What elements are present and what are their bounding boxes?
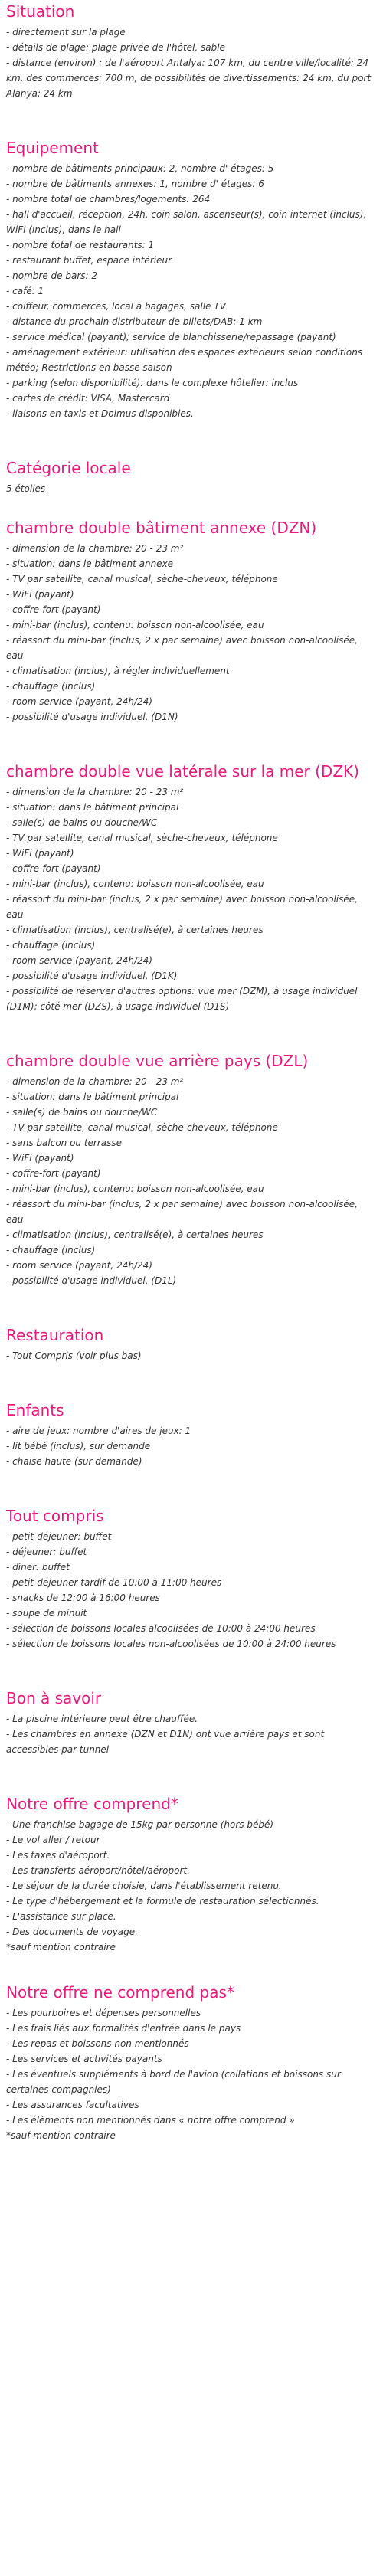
- list-item: - coffre-fort (payant): [6, 863, 101, 874]
- list-item: - sans balcon ou terrasse: [6, 1137, 123, 1148]
- list-item: - mini-bar (inclus), contenu: boisson non-alcoolisée, eau: [6, 620, 264, 630]
- list-item: - directement sur la plage: [6, 27, 126, 38]
- list-item: - café: 1: [6, 286, 44, 296]
- list-item: - TV par satellite, canal musical, sèche-cheveux, téléphone: [6, 833, 278, 843]
- section-title: Restauration: [6, 1326, 104, 1344]
- list-item: - salle(s) de bains ou douche/WC: [6, 817, 158, 828]
- list-item: - situation: dans le bâtiment principal: [6, 1092, 179, 1102]
- section-lines: [6, 784, 377, 1014]
- section-chambre-dzk: [6, 761, 377, 1014]
- list-item: - coffre-fort (payant): [6, 604, 101, 615]
- section-title: Bon à savoir: [6, 1689, 102, 1707]
- section-situation: [6, 2, 377, 101]
- list-item: - climatisation (inclus), centralisé(e), à certaines heures: [6, 1229, 264, 1240]
- list-item: - réassort du mini-bar (inclus, 2 x par semaine) avec boisson non-alcoolisée, eau: [6, 635, 358, 661]
- list-item: - coffre-fort (payant): [6, 1168, 101, 1179]
- list-item: - petit-déjeuner tardif de 10:00 à 11:00 heures: [6, 1577, 222, 1588]
- section-title: chambre double vue arrière pays (DZL): [6, 1052, 309, 1070]
- list-item: - soupe de minuit: [6, 1608, 87, 1619]
- list-item: - TV par satellite, canal musical, sèche-cheveux, téléphone: [6, 574, 278, 584]
- list-item: - snacks de 12:00 à 16:00 heures: [6, 1592, 160, 1603]
- list-item: - WiFi (payant): [6, 1153, 74, 1164]
- section-offre-ne-comprend-pas: [6, 1982, 377, 2143]
- list-item: - Tout Compris (voir plus bas): [6, 1350, 142, 1361]
- list-item: - service médical (payant); service de blanchisserie/repassage (payant): [6, 332, 336, 342]
- list-item: - déjeuner: buffet: [6, 1547, 87, 1557]
- list-item: - situation: dans le bâtiment annexe: [6, 558, 174, 569]
- list-item: - Les frais liés aux formalités d'entrée dans le pays: [6, 2023, 241, 2034]
- section-lines: [6, 541, 377, 725]
- list-item: - room service (payant, 24h/24): [6, 955, 152, 966]
- list-item: - aménagement extérieur: utilisation des espaces extérieurs selon conditions météo; Restrictions en basse saison: [6, 347, 363, 373]
- list-item: - Les services et activités payants: [6, 2054, 162, 2064]
- list-item: - nombre total de restaurants: 1: [6, 240, 155, 250]
- list-item: - room service (payant, 24h/24): [6, 1260, 152, 1271]
- section-title: chambre double vue latérale sur la mer (DZK): [6, 762, 359, 781]
- section-lines: [6, 1711, 377, 1757]
- list-item: - Les assurances facultatives: [6, 2100, 139, 2110]
- list-item: - dimension de la chambre: 20 - 23 m²: [6, 543, 184, 554]
- section-lines: [6, 25, 377, 101]
- section-title: Tout compris: [6, 1507, 104, 1525]
- list-item: - salle(s) de bains ou douche/WC: [6, 1107, 158, 1118]
- list-item: - La piscine intérieure peut être chauffée.: [6, 1714, 198, 1724]
- section-title: Catégorie locale: [6, 459, 131, 477]
- list-item: - dîner: buffet: [6, 1562, 70, 1573]
- section-lines: [6, 1348, 377, 1363]
- list-item: - Une franchise bagage de 15kg par personne (hors bébé): [6, 1819, 274, 1830]
- list-item: - WiFi (payant): [6, 848, 74, 859]
- section-title: Equipement: [6, 139, 99, 157]
- list-item: - possibilité de réserver d'autres options: vue mer (DZM), à usage individuel (D1M); côté mer (DZS), à usage individuel (D1S): [6, 986, 358, 1012]
- list-item: - Les transferts aéroport/hôtel/aéroport.: [6, 1865, 190, 1876]
- list-item: - sélection de boissons locales alcoolisées de 10:00 à 24:00 heures: [6, 1623, 316, 1634]
- list-item: - réassort du mini-bar (inclus, 2 x par semaine) avec boisson non-alcoolisée, eau: [6, 1199, 358, 1225]
- list-item: - Le vol aller / retour: [6, 1835, 100, 1845]
- section-categorie-locale: [6, 458, 377, 496]
- list-item: - Le séjour de la durée choisie, dans l'établissement retenu.: [6, 1880, 282, 1891]
- list-item: - situation: dans le bâtiment principal: [6, 802, 179, 813]
- list-item: - hall d'accueil, réception, 24h, coin salon, ascenseur(s), coin internet (inclus), WiFi (inclus), dans le hall: [6, 209, 367, 235]
- list-item: - coiffeur, commerces, local à bagages, salle TV: [6, 301, 226, 312]
- list-item: - nombre de bâtiments annexes: 1, nombre d' étages: 6: [6, 178, 264, 189]
- section-chambre-dzn: [6, 518, 377, 725]
- section-title: chambre double bâtiment annexe (DZN): [6, 519, 317, 537]
- list-item: - room service (payant, 24h/24): [6, 696, 152, 707]
- list-item: 5 étoiles: [6, 483, 46, 494]
- list-item: - Des documents de voyage.: [6, 1926, 138, 1937]
- list-item: - mini-bar (inclus), contenu: boisson non-alcoolisée, eau: [6, 879, 264, 889]
- list-item: - L'assistance sur place.: [6, 1911, 116, 1922]
- list-item: - Le type d'hébergement et la formule de restauration sélectionnés.: [6, 1896, 319, 1907]
- list-item: - distance du prochain distributeur de billets/DAB: 1 km: [6, 316, 263, 327]
- section-chambre-dzl: [6, 1051, 377, 1288]
- list-item: - aire de jeux: nombre d'aires de jeux: 1: [6, 1425, 192, 1436]
- list-item: - dimension de la chambre: 20 - 23 m²: [6, 787, 184, 797]
- section-tout-compris: [6, 1506, 377, 1651]
- section-lines: [6, 2005, 377, 2143]
- list-item: - climatisation (inclus), à régler individuellement: [6, 666, 230, 676]
- section-lines: [6, 161, 377, 421]
- list-item: - Les pourboires et dépenses personnelles: [6, 2008, 201, 2018]
- list-item: - lit bébé (inclus), sur demande: [6, 1441, 151, 1452]
- list-item: - réassort du mini-bar (inclus, 2 x par semaine) avec boisson non-alcoolisée, eau: [6, 894, 358, 920]
- list-item: - chaise haute (sur demande): [6, 1456, 142, 1467]
- list-item: - restaurant buffet, espace intérieur: [6, 255, 172, 266]
- list-item: - liaisons en taxis et Dolmus disponibles.: [6, 408, 194, 419]
- section-lines: [6, 1529, 377, 1651]
- list-item: - chauffage (inclus): [6, 1245, 96, 1255]
- section-offre-comprend: [6, 1794, 377, 1955]
- section-lines: [6, 1074, 377, 1288]
- list-item: - distance (environ) : de l'aéroport Antalya: 107 km, du centre ville/localité: 24 km, des commerces: 700 m, de possibilités de divertissements: 24 km, du port Alanya: 24 km: [6, 57, 372, 99]
- list-item: - possibilité d'usage individuel, (D1N): [6, 712, 178, 722]
- list-item: - possibilité d'usage individuel, (D1L): [6, 1275, 177, 1286]
- list-item: - sélection de boissons locales non-alcoolisées de 10:00 à 24:00 heures: [6, 1638, 336, 1649]
- section-enfants: [6, 1400, 377, 1469]
- section-title: Enfants: [6, 1401, 64, 1419]
- list-item: - climatisation (inclus), centralisé(e), à certaines heures: [6, 925, 264, 935]
- list-item: - dimension de la chambre: 20 - 23 m²: [6, 1076, 184, 1087]
- list-item: *sauf mention contraire: [6, 2130, 116, 2141]
- list-item: - petit-déjeuner: buffet: [6, 1531, 112, 1542]
- list-item: - chauffage (inclus): [6, 940, 96, 951]
- list-item: - Les taxes d'aéroport.: [6, 1850, 110, 1861]
- list-item: - WiFi (payant): [6, 589, 74, 600]
- section-title: Notre offre comprend*: [6, 1795, 178, 1813]
- list-item: - possibilité d'usage individuel, (D1K): [6, 971, 178, 981]
- section-lines: [6, 1817, 377, 1955]
- list-item: - nombre de bars: 2: [6, 270, 97, 281]
- list-item: - Les chambres en annexe (DZN et D1N) ont vue arrière pays et sont accessibles par tunnel: [6, 1729, 325, 1755]
- list-item: - détails de plage: plage privée de l'hôtel, sable: [6, 42, 225, 53]
- section-lines: [6, 1423, 377, 1469]
- list-item: - Les éventuels suppléments à bord de l'avion (collations et boissons sur certaines compagnies): [6, 2069, 341, 2095]
- list-item: - mini-bar (inclus), contenu: boisson non-alcoolisée, eau: [6, 1183, 264, 1194]
- section-restauration: [6, 1325, 377, 1363]
- list-item: - Les repas et boissons non mentionnés: [6, 2038, 189, 2049]
- list-item: - nombre de bâtiments principaux: 2, nombre d' étages: 5: [6, 163, 274, 174]
- list-item: - parking (selon disponibilité): dans le complexe hôtelier: inclus: [6, 378, 299, 388]
- list-item: - chauffage (inclus): [6, 681, 96, 692]
- list-item: - nombre total de chambres/logements: 264: [6, 194, 211, 205]
- list-item: *sauf mention contraire: [6, 1942, 116, 1952]
- list-item: - Les éléments non mentionnés dans « notre offre comprend »: [6, 2115, 295, 2126]
- section-equipement: [6, 138, 377, 421]
- section-title: Notre offre ne comprend pas*: [6, 1983, 234, 2002]
- section-lines: [6, 481, 377, 496]
- section-title: Situation: [6, 2, 75, 21]
- list-item: - cartes de crédit: VISA, Mastercard: [6, 393, 170, 404]
- section-bon-a-savoir: [6, 1688, 377, 1757]
- list-item: - TV par satellite, canal musical, sèche-cheveux, téléphone: [6, 1122, 278, 1133]
